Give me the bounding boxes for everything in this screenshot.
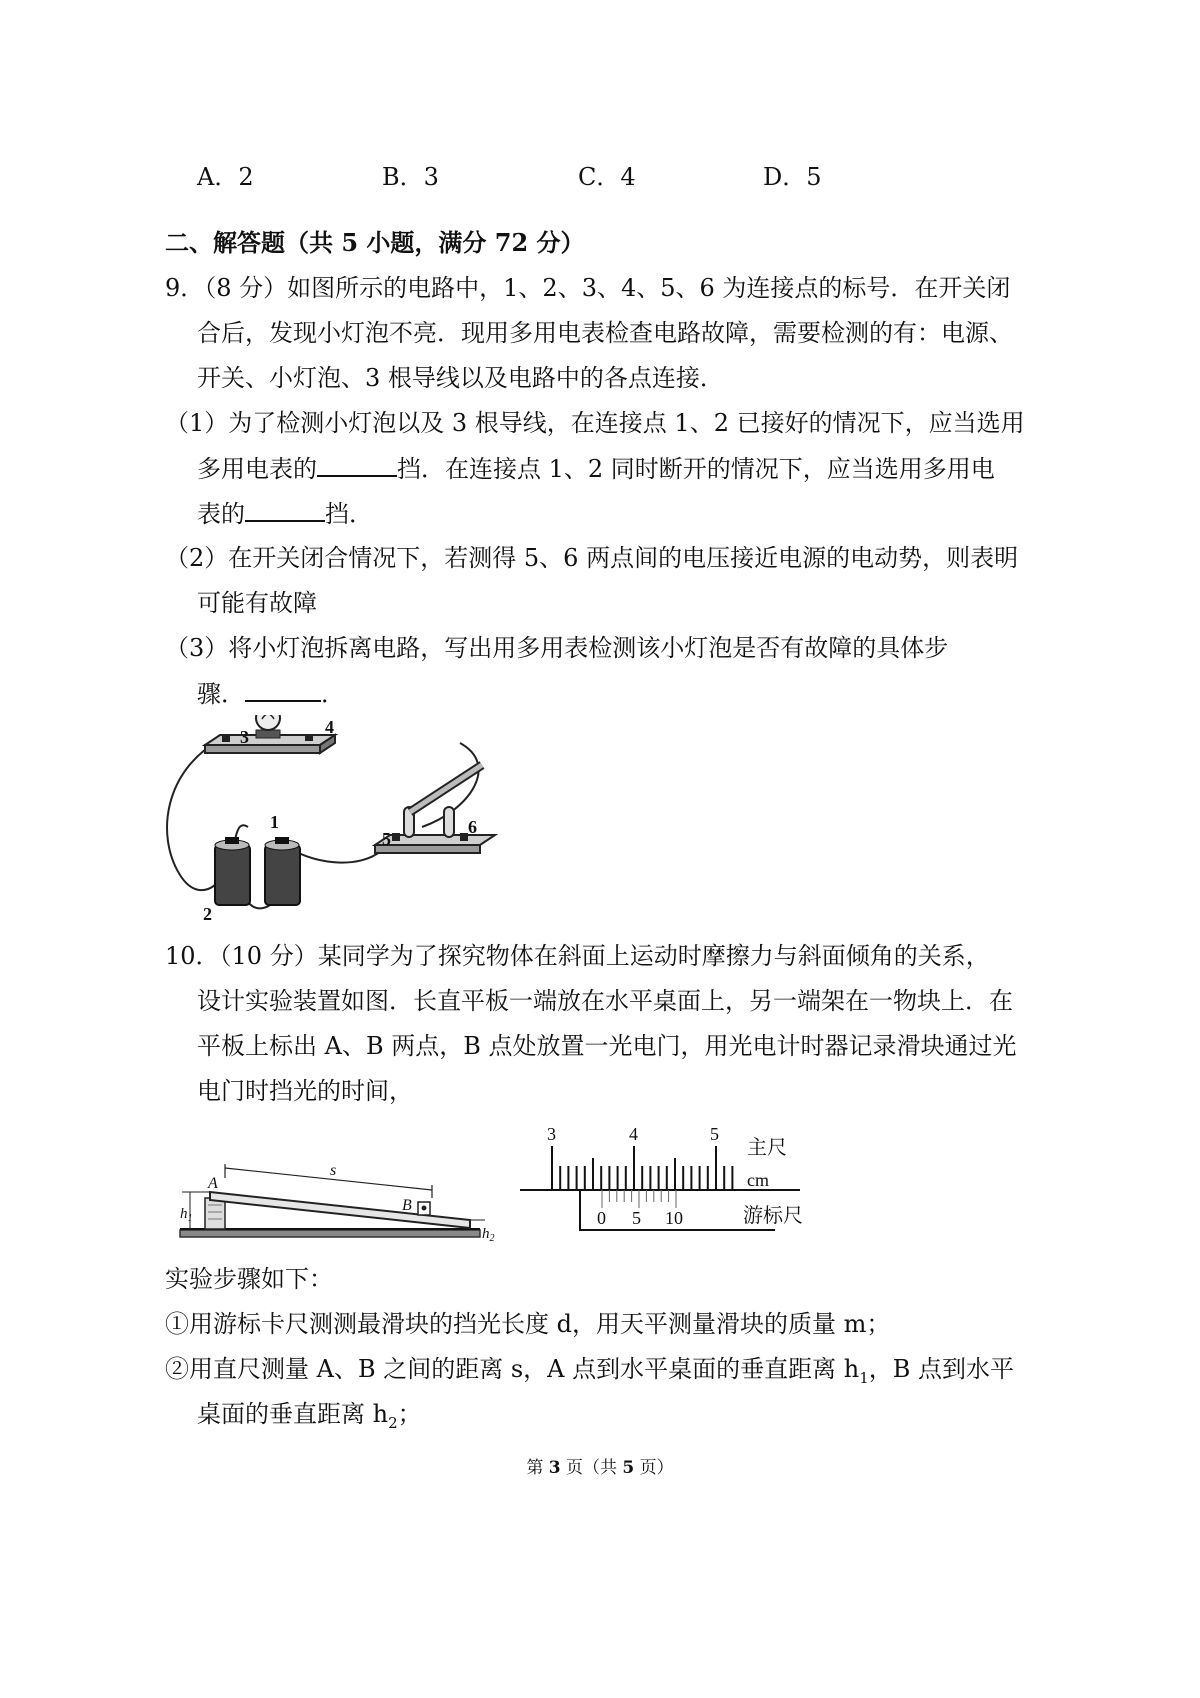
battery-pair — [215, 837, 300, 905]
point-a-label: A — [208, 1175, 218, 1192]
lamp-board — [205, 715, 335, 753]
step-2-line1: ②用直尺测量 A、B 之间的距离 s，A 点到水平桌面的垂直距离 $h_1$，B 点到水平 — [165, 1355, 1015, 1387]
circuit-figure — [160, 715, 520, 925]
h2-label: $h_2$ — [482, 1226, 495, 1244]
incline-figure — [170, 1150, 510, 1250]
q10-line2: 设计实验装置如图．长直平板一端放在水平桌面上，另一端架在一物块上．在 — [197, 987, 1013, 1015]
q9-part1-line2: 多用电表的 挡．在连接点 1、2 同时断开的情况下，应当选用多用电 — [197, 455, 995, 483]
q9-part3-line2: 骤． ． — [197, 680, 345, 708]
option-a: A．2 — [197, 163, 254, 191]
q9-line3: 开关、小灯泡、3 根导线以及电路中的各点连接． — [197, 364, 724, 392]
q9-part1-line1: （1）为了检测小灯泡以及 3 根导线，在连接点 1、2 已接好的情况下，应当选用 — [165, 409, 1025, 437]
q9-part2-line1: （2）在开关闭合情况下，若测得 5、6 两点间的电压接近电源的电动势，则表明 — [165, 544, 1019, 572]
main-tick-5: 5 — [710, 1124, 719, 1144]
distance-s-label: s — [330, 1162, 337, 1179]
option-d: D．5 — [763, 163, 822, 191]
vernier-tick-0: 0 — [597, 1208, 606, 1228]
h1-label: $h_1$ — [180, 1206, 193, 1224]
label-4: 4 — [325, 717, 334, 737]
page-footer: 第 3 页（共 5 页） — [526, 1458, 674, 1478]
q9-part3-line1: （3）将小灯泡拆离电路，写出用多用表检测该小灯泡是否有故障的具体步 — [165, 634, 949, 662]
q10-line1: 10．（10 分）某同学为了探究物体在斜面上运动时摩擦力与斜面倾角的关系， — [165, 942, 990, 970]
answer-blank-1[interactable] — [317, 453, 397, 477]
q10-line4: 电门时挡光的时间， — [197, 1077, 413, 1105]
section-title: 二、解答题（共 5 小题，满分 72 分） — [165, 228, 585, 257]
q9-line1: 9．（8 分）如图所示的电路中，1、2、3、4、5、6 为连接点的标号．在开关闭 — [165, 274, 1011, 302]
q9-line2: 合后，发现小灯泡不亮．现用多用电表检查电路故障，需要检测的有：电源、 — [197, 319, 1013, 347]
option-c: C．4 — [578, 163, 636, 191]
label-5: 5 — [382, 829, 391, 849]
vernier-tick-5: 5 — [632, 1208, 641, 1228]
label-6: 6 — [468, 817, 477, 837]
main-scale-label: 主尺 — [747, 1137, 787, 1159]
q9-part2-line2: 可能有故障 — [197, 589, 317, 617]
answer-blank-2[interactable] — [245, 498, 325, 522]
step-1: ①用游标卡尺测测最滑块的挡光长度 d，用天平测量滑块的质量 m； — [165, 1310, 891, 1338]
main-tick-4: 4 — [629, 1124, 638, 1144]
main-tick-3: 3 — [547, 1124, 556, 1144]
steps-title: 实验步骤如下： — [165, 1265, 333, 1293]
vernier-tick-10: 10 — [665, 1208, 683, 1228]
option-b: B．3 — [382, 163, 439, 191]
label-1: 1 — [270, 812, 279, 832]
answer-blank-3[interactable] — [245, 678, 321, 702]
unit-label: cm — [747, 1170, 769, 1190]
q10-line3: 平板上标出 A、B 两点，B 点处放置一光电门，用光电计时器记录滑块通过光 — [197, 1032, 1017, 1060]
label-2: 2 — [203, 904, 212, 924]
vernier-scale-label: 游标尺 — [743, 1205, 803, 1227]
caliper-figure — [515, 1118, 815, 1243]
step-2-line2: 桌面的垂直距离 $h_2$； — [197, 1400, 422, 1432]
point-b-label: B — [402, 1197, 412, 1214]
q9-part1-line3: 表的 挡． — [197, 500, 373, 528]
label-3: 3 — [240, 727, 249, 747]
